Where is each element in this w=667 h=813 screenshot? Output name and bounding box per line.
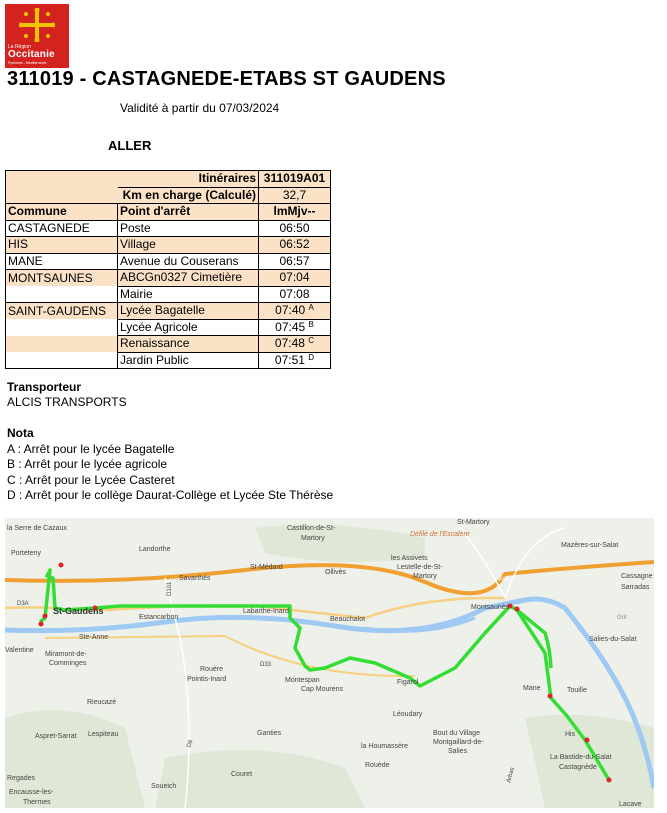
label-st-medard: St-Médard <box>250 564 283 571</box>
table-row <box>6 237 331 254</box>
label-figarol: Figarol <box>397 679 419 686</box>
nota-title: Nota <box>7 426 34 440</box>
label-landorthe: Landorthe <box>139 546 171 553</box>
label-houmassere: la Houmassère <box>361 743 409 750</box>
logo-line3: Pyrénées - Méditerranée <box>8 61 47 65</box>
table-row <box>6 303 331 320</box>
cell-time <box>259 352 331 369</box>
schedule-table <box>5 170 331 369</box>
transporteur-name: ALCIS TRANSPORTS <box>7 395 127 409</box>
km-value: 32,7 <box>259 187 331 204</box>
table-row <box>6 336 331 353</box>
label-castagnede: Castagnède <box>559 764 597 771</box>
label-defile: Défilé de l'Escalère <box>410 531 470 538</box>
label-castillon: Castillon-de-St- <box>287 525 336 532</box>
cell-time <box>259 237 331 254</box>
label-ollives: Ollivès <box>325 569 347 576</box>
label-st-gaudens: St-Gaudens <box>53 606 104 616</box>
label-st-martory: St-Martory <box>457 519 490 526</box>
label-grit: Grit <box>617 615 627 621</box>
cell-time <box>259 220 331 237</box>
direction-label: ALLER <box>108 138 152 153</box>
label-cassagne: Cassagne <box>621 573 653 580</box>
col-commune-header: Commune <box>6 204 118 221</box>
table-row <box>6 270 331 287</box>
logo-line2: Occitanie <box>8 49 55 60</box>
label-lespiteau: Lespiteau <box>88 731 119 738</box>
region-logo <box>5 4 69 68</box>
label-his: His <box>565 731 576 738</box>
itineraires-value: 311019A01 <box>259 171 331 188</box>
label-la-serre: la Serre de Cazaux <box>7 525 67 532</box>
cell-time <box>259 253 331 270</box>
table-row <box>6 253 331 270</box>
label-rouere: Rouère <box>200 666 223 673</box>
label-st-anne: Ste-Anne <box>79 634 109 641</box>
stop-lycee-agricole[interactable] <box>59 563 64 568</box>
stop-mane[interactable] <box>548 694 553 699</box>
label-ganties: Ganties <box>257 730 282 737</box>
table-row <box>6 352 331 369</box>
km-label: Km en charge (Calculé) <box>118 187 259 204</box>
cell-commune: MANE <box>6 253 118 270</box>
itineraires-label: Itinéraires <box>118 171 259 188</box>
cell-commune: MONTSAUNES <box>6 270 118 287</box>
time-value: 06:52 <box>279 237 310 252</box>
label-lacave: Lacave <box>619 801 642 808</box>
label-lestelle: Lestelle-de-St- <box>397 564 443 571</box>
time-note: B <box>308 319 314 329</box>
label-soueich: Soueich <box>151 783 177 790</box>
label-couret: Couret <box>231 771 253 778</box>
stop-montsaunes-mairie[interactable] <box>515 607 520 612</box>
cell-point: ABCGn0327 Cimetière <box>118 270 259 287</box>
route-map[interactable] <box>5 518 654 808</box>
nota-line-d: D : Arrêt pour le collège Daurat-Collège et Lycée Ste Thérèse <box>7 488 334 502</box>
label-miramont2: Comminges <box>49 660 87 667</box>
label-d33: D33 <box>260 662 272 668</box>
label-a64: A64 <box>499 577 510 583</box>
label-lestelle2: Martory <box>413 573 437 580</box>
time-value: 07:45 <box>275 319 306 334</box>
label-valentine: Valentine <box>5 647 34 654</box>
label-touille: Touille <box>567 687 587 694</box>
nota-line-b: B : Arrêt pour le lycée agricole <box>7 457 168 471</box>
col-point-header: Point d'arrêt <box>118 204 259 221</box>
label-les-assivets: les Assivets <box>391 555 428 562</box>
cell-point: Lycée Bagatelle <box>118 303 259 320</box>
cell-commune: SAINT-GAUDENS <box>6 303 118 320</box>
nota-line-a: A : Arrêt pour le lycée Bagatelle <box>7 442 175 456</box>
cell-point: Renaissance <box>118 336 259 353</box>
col-days-header: lmMjv-- <box>259 204 331 221</box>
label-mane: Mane <box>523 685 541 692</box>
cell-point: Lycée Agricole <box>118 319 259 336</box>
time-value: 06:50 <box>279 220 310 235</box>
label-porteteny: Porteteny <box>11 550 41 557</box>
cell-commune <box>6 286 118 303</box>
label-bout-village: Bout du Village <box>433 730 480 737</box>
cell-point: Jardin Public <box>118 352 259 369</box>
table-row <box>6 319 331 336</box>
label-beauchalot: Beauchalot <box>330 616 366 623</box>
label-montespan: Montespan <box>285 677 320 684</box>
stop-jardin-public[interactable] <box>39 622 44 627</box>
time-value: 07:51 <box>274 352 305 367</box>
label-castillon2: Martory <box>301 535 325 542</box>
cell-time <box>259 336 331 353</box>
cell-point: Poste <box>118 220 259 237</box>
validity-date: Validité à partir du 07/03/2024 <box>120 101 280 115</box>
label-rieucaze: Rieucazé <box>87 699 117 706</box>
label-salies: Salies-du-Salat <box>589 636 637 643</box>
cell-commune <box>6 319 118 336</box>
time-value: 07:08 <box>279 286 310 301</box>
cell-commune: CASTAGNEDE <box>6 220 118 237</box>
time-value: 07:40 <box>275 303 306 318</box>
stop-castagnede[interactable] <box>607 778 612 783</box>
label-estancarbon: Estancarbon <box>139 614 179 621</box>
transporteur-title: Transporteur <box>7 380 82 394</box>
cell-time <box>259 270 331 287</box>
label-pointis: Pointis-Inard <box>187 676 227 683</box>
label-aspret: Aspret-Sarrat <box>35 733 77 740</box>
cell-commune <box>6 336 118 353</box>
schedule-rows <box>6 220 331 369</box>
cell-point: Avenue du Couserans <box>118 253 259 270</box>
label-mazeres: Mazères-sur-Salat <box>561 542 619 549</box>
label-arbas: Arbas <box>506 766 516 784</box>
time-value: 07:04 <box>279 270 310 285</box>
label-sarradas: Sarradas <box>621 584 650 591</box>
cell-point: Mairie <box>118 286 259 303</box>
label-la-bastide: La Bastide-du-Salat <box>550 754 612 761</box>
label-miramont: Miramont-de- <box>45 651 87 658</box>
cell-time <box>259 286 331 303</box>
label-rouede: Rouède <box>365 762 390 769</box>
table-row <box>6 220 331 237</box>
cell-time <box>259 319 331 336</box>
table-row <box>6 286 331 303</box>
label-d8: D8 <box>186 739 195 749</box>
occitan-cross-icon <box>19 8 55 42</box>
stop-renaissance[interactable] <box>43 614 48 619</box>
time-value: 07:48 <box>274 336 305 351</box>
time-note: C <box>308 336 315 346</box>
cell-time <box>259 303 331 320</box>
page-title: 311019 - CASTAGNEDE-ETABS ST GAUDENS <box>7 68 446 90</box>
cell-point: Village <box>118 237 259 254</box>
label-d3a: D3A <box>17 601 29 607</box>
nota-line-c: C : Arrêt pour le Lycée Casteret <box>7 473 175 487</box>
cell-commune: HIS <box>6 237 118 254</box>
label-encausse: Encausse-les- <box>9 789 54 796</box>
label-savarthes: Savarthès <box>179 575 211 582</box>
time-value: 06:57 <box>279 253 310 268</box>
label-encausse2: Thermes <box>23 799 51 806</box>
label-montgaillard: Montgaillard-de- <box>433 739 484 746</box>
label-leoudary: Léoudary <box>393 711 423 718</box>
label-montsaunes: Montsaunès <box>471 604 510 611</box>
time-note: D <box>308 352 315 362</box>
stop-his[interactable] <box>585 738 590 743</box>
time-note: A <box>308 303 314 313</box>
cell-commune <box>6 352 118 369</box>
label-labarthe: Labarthe-Inard <box>243 608 289 615</box>
label-d101: D101 <box>167 581 173 596</box>
logo-line1: La Région <box>8 44 31 50</box>
label-regades: Regades <box>7 775 36 782</box>
label-cap-mourens: Cap Mourens <box>301 686 344 693</box>
label-montgaillard2: Salies <box>448 748 468 755</box>
